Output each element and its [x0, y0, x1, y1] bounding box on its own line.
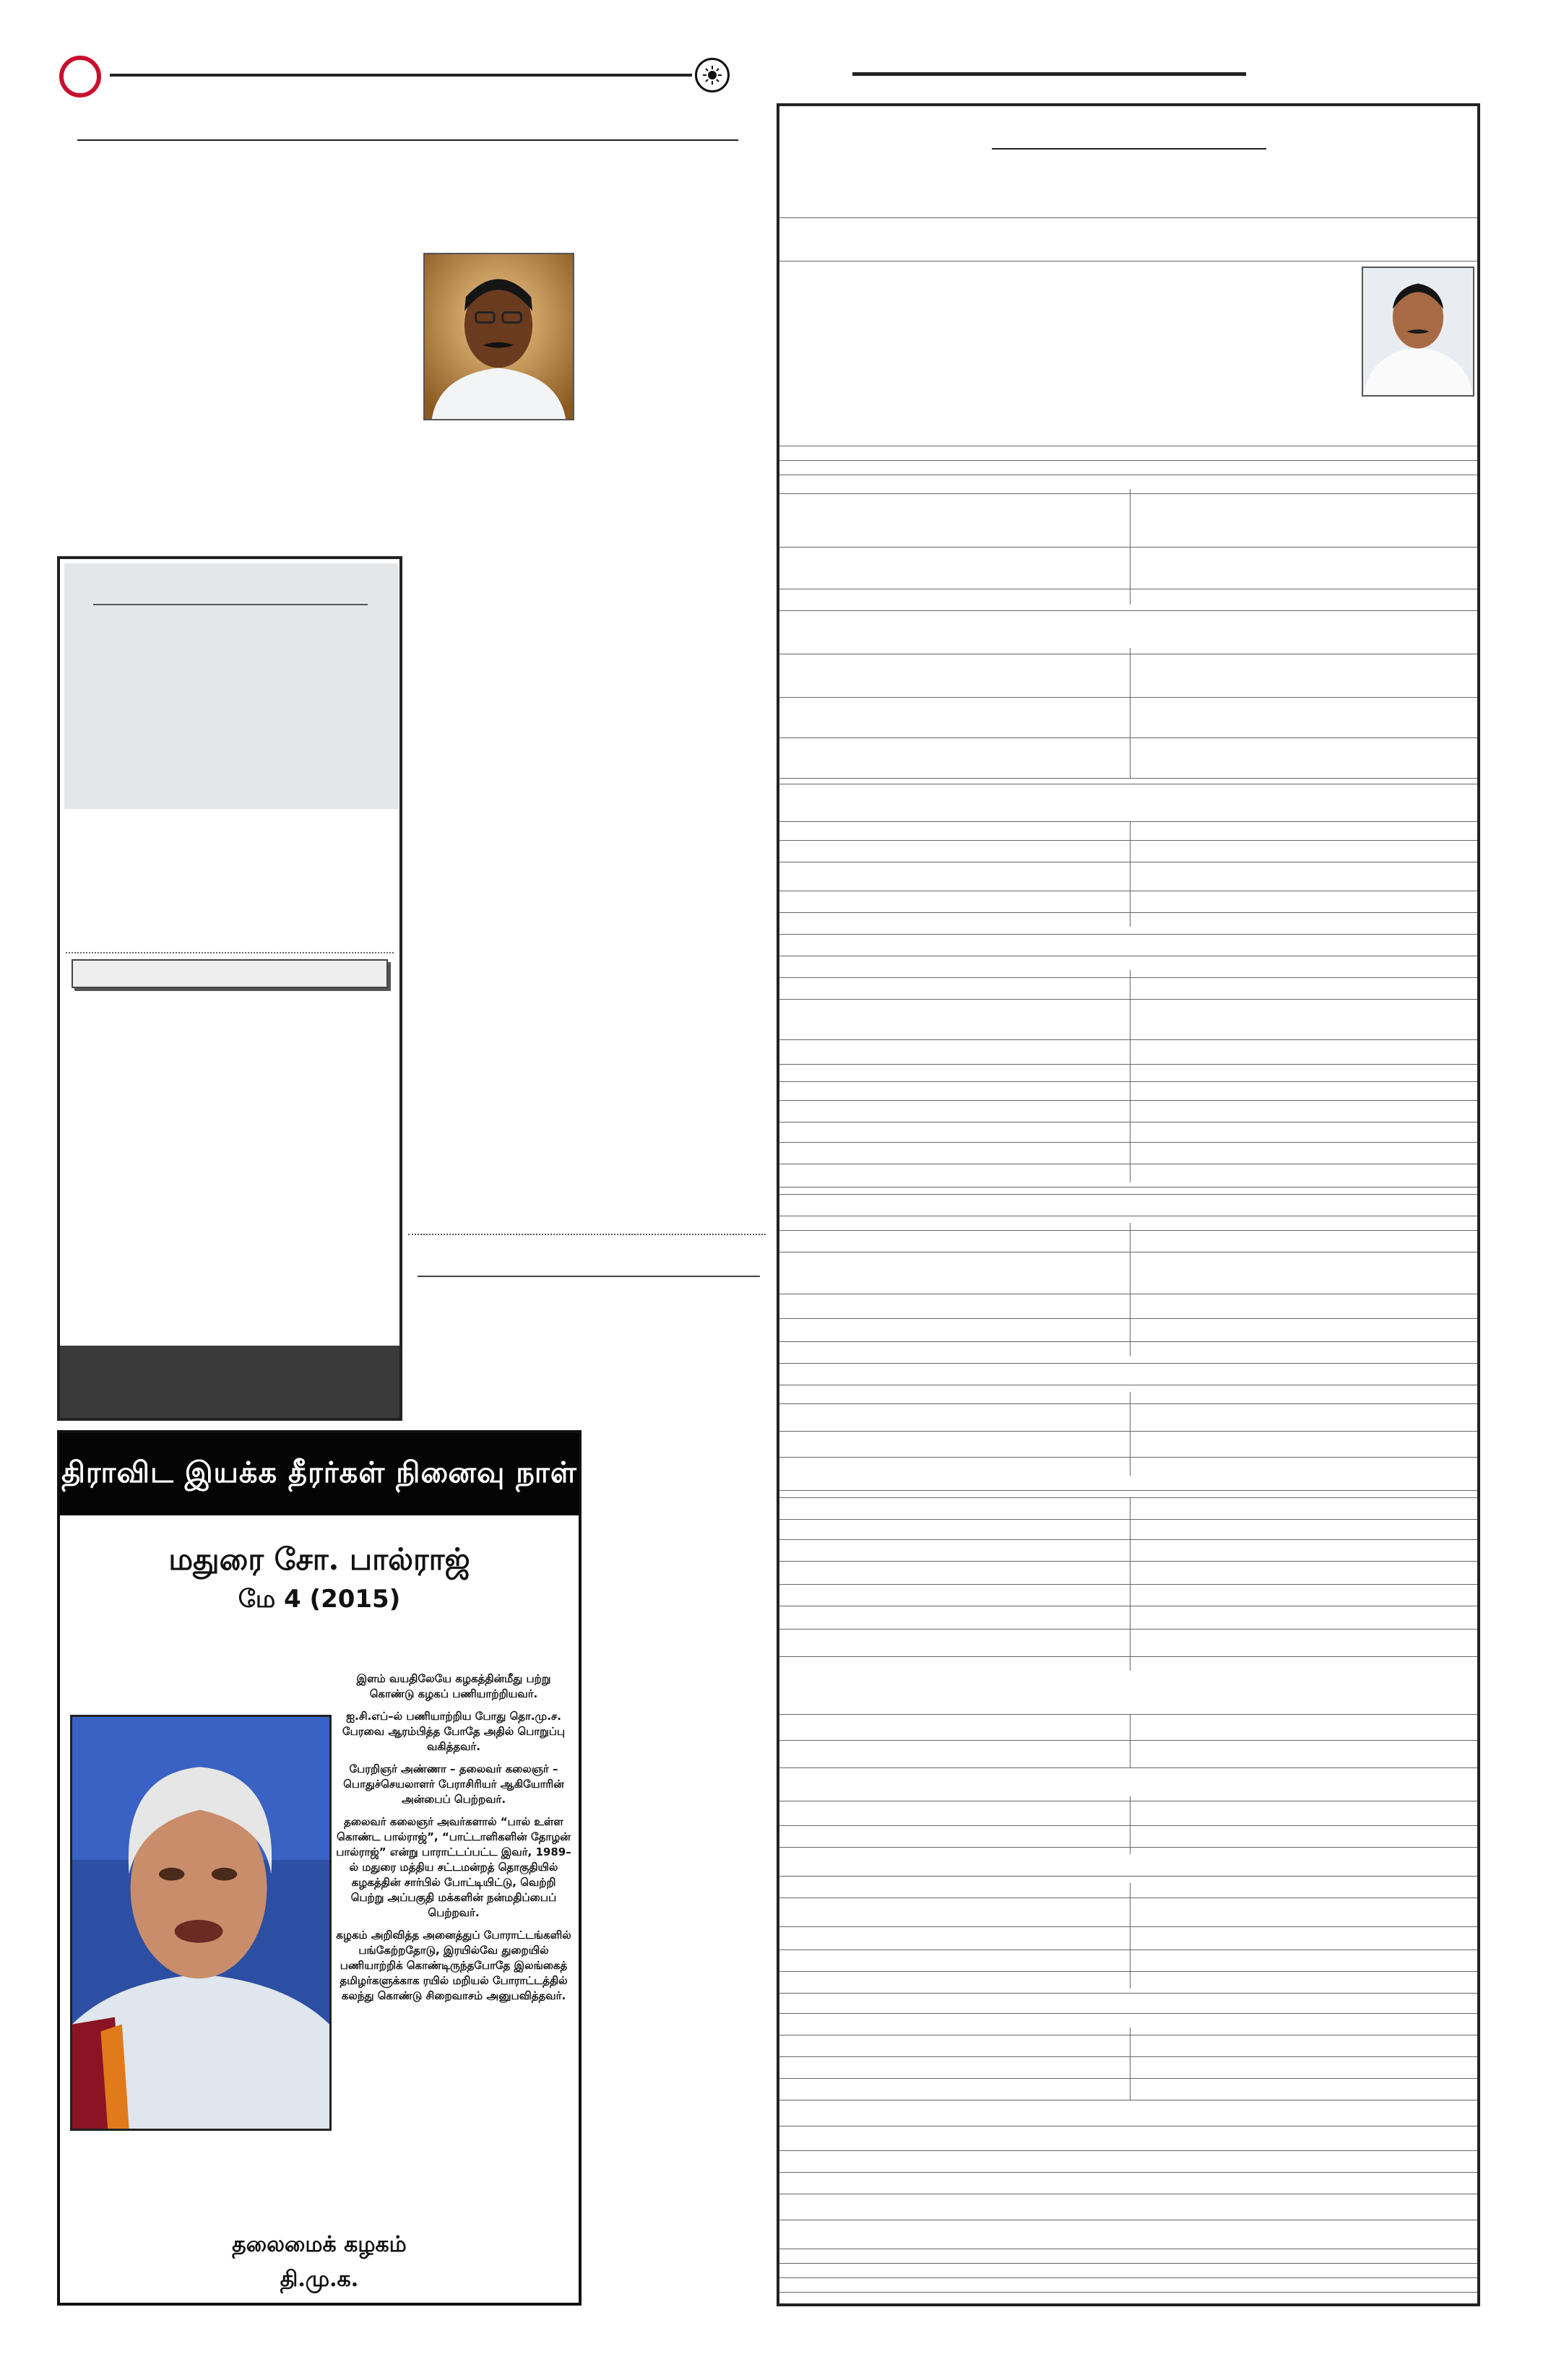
memorial-paragraph: ஐ.சி.எப்–ல் பணியாற்றிய போது தொ.மு.ச. பேரவை ஆரம்பித்த போதே அதில் பொறுப்பு வகித்தவர். [342, 1710, 566, 1753]
table-column-rule [1130, 821, 1131, 927]
memorial-paragraph: கழகம் அறிவித்த அனைத்துப் போராட்டங்களில் பங்கேற்றதோடு, இரயில்வே துறையில் பணியாற்றிக் கொண்டிருந்தபோதே இலங்கைத் தமிழர்களுக்காக ரயில் மறியல் போராட்டத்தில் கலந்து கொண்டு சிறைவாசம் அனுபவித்தவர். [336, 1929, 571, 2002]
table-row-rule [779, 1064, 1477, 1065]
table-row-rule [779, 1561, 1477, 1562]
table-row-rule [779, 999, 1477, 1000]
table-row-rule [779, 1876, 1477, 1877]
table-row-rule [779, 1926, 1477, 1927]
table-row-rule [779, 1194, 1477, 1195]
table-row-rule [779, 1539, 1477, 1540]
table-column-rule [1130, 2028, 1131, 2100]
table-column-rule [1130, 1223, 1131, 1356]
table-row-rule [779, 1897, 1477, 1898]
info-box-label-bar [72, 959, 388, 988]
table-column-rule [1130, 1796, 1131, 1854]
party-logo-icon [59, 56, 101, 98]
memorial-portrait-photo [70, 1715, 332, 2131]
middle-dotted-divider [408, 1234, 766, 1235]
table-column-rule [1130, 1392, 1131, 1476]
table-column-rule [1130, 1570, 1131, 1671]
memorial-person-name: மதுரை சோ. பால்ராஜ் [168, 1541, 470, 1577]
info-box-shaded-panel [64, 563, 398, 809]
table-row-rule [779, 1825, 1477, 1826]
table-row-rule [779, 1490, 1477, 1491]
table-column-rule [1130, 489, 1131, 605]
table-row-rule [779, 840, 1477, 841]
table-row-rule [779, 1142, 1477, 1143]
table-row-rule [779, 2150, 1477, 2151]
table-row-rule [779, 1457, 1477, 1458]
table-row-rule [779, 1318, 1477, 1319]
info-box-title-rule [93, 604, 368, 605]
table-row-rule [779, 2056, 1477, 2057]
table-row-rule [779, 1497, 1477, 1498]
rising-sun-emblem-icon [695, 58, 730, 92]
memorial-signature [60, 2228, 579, 2297]
table-row-rule [779, 2172, 1477, 2173]
table-row-rule [779, 1230, 1477, 1231]
table-column-rule [1130, 1078, 1131, 1182]
table-row-rule [779, 1971, 1477, 1972]
table-row-rule [779, 2013, 1477, 2014]
memorial-paragraph: தலைவர் கலைஞர் அவர்களால் “பால் உள்ள கொண்ட பால்ராஜ்”, “பாட்டாளிகளின் தோழன் பால்ராஜ்” என்று பாராட்டப்பட்ட இவர், 1989–ல் மதுரை மத்திய சட்டமன்றத் தொகுதியில் கழகத்தின் சார்பில் போட்டியிட்டு, வெற்றி பெற்று அப்பகுதி மக்களின் நன்மதிப்பைப் பெற்றவர். [336, 1815, 571, 1919]
memorial-notice [57, 1430, 582, 2306]
table-row-rule [779, 1656, 1477, 1657]
right-table-panel [777, 103, 1480, 2306]
header-rule [110, 74, 692, 77]
memorial-signature-line1: தலைமைக் கழகம் [232, 2232, 407, 2257]
table-row-rule [779, 2263, 1477, 2264]
table-column-rule [1130, 1714, 1131, 1767]
table-row-rule [779, 912, 1477, 913]
middle-section-rule [418, 1276, 760, 1277]
memorial-date: மே 4 (2015) [238, 1585, 401, 1614]
table-row-rule [779, 2277, 1477, 2278]
memorial-paragraph: பேரறிஞர் அண்ணா – தலைவர் கலைஞர் –பொதுச்செயலாளர் பேராசிரியர் ஆகியோரின் அன்பைப் பெற்றவர். [343, 1762, 564, 1806]
table-row-rule [779, 1081, 1477, 1082]
table-row-rule [779, 610, 1477, 611]
table-row-rule [779, 217, 1477, 218]
table-row-rule [779, 821, 1477, 822]
memorial-paragraph: இளம் வயதிலேயே கழகத்தின்மீது பற்று கொண்டு கழகப் பணியாற்றியவர். [356, 1672, 551, 1700]
table-row-rule [779, 2292, 1477, 2293]
table-row-rule [779, 1519, 1477, 1520]
info-box-footer [60, 1346, 399, 1418]
table-row-rule [779, 1039, 1477, 1040]
table-row-rule [779, 1993, 1477, 1994]
table-row-rule [779, 737, 1477, 738]
table-row-rule [779, 1403, 1477, 1404]
table-row-rule [779, 977, 1477, 978]
memorial-biography [334, 1671, 573, 2011]
table-row-rule [779, 1363, 1477, 1364]
table-column-rule [1130, 648, 1131, 778]
table-row-rule [779, 778, 1477, 779]
memorial-signature-line2: தி.மு.க. [280, 2267, 359, 2292]
info-box [57, 556, 402, 1421]
table-row-rule [779, 493, 1477, 494]
table-row-rule [779, 1341, 1477, 1342]
memorial-banner-title: திராவிட இயக்க தீரர்கள் நினைவு நாள் [60, 1433, 579, 1515]
table-row-rule [779, 1740, 1477, 1741]
table-row-rule [779, 1100, 1477, 1101]
portrait-photo-right [1362, 267, 1474, 397]
table-row-rule [779, 934, 1477, 935]
table-row-rule [779, 1847, 1477, 1848]
left-section-rule [77, 139, 738, 141]
table-row-rule [779, 1767, 1477, 1768]
table-row-rule [779, 1629, 1477, 1630]
table-row-rule [779, 547, 1477, 548]
table-row-rule [779, 1714, 1477, 1715]
portrait-photo-left [423, 253, 574, 420]
right-header-rule [852, 72, 1246, 76]
table-row-rule [779, 1431, 1477, 1432]
table-column-rule [1130, 970, 1131, 1081]
info-box-dotted-divider [66, 952, 394, 953]
right-title-rule [992, 148, 1266, 150]
table-row-rule [779, 1584, 1477, 1585]
table-row-rule [779, 697, 1477, 698]
table-row-rule [779, 2078, 1477, 2079]
table-row-rule [779, 460, 1477, 461]
table-column-rule [1130, 1883, 1131, 1989]
